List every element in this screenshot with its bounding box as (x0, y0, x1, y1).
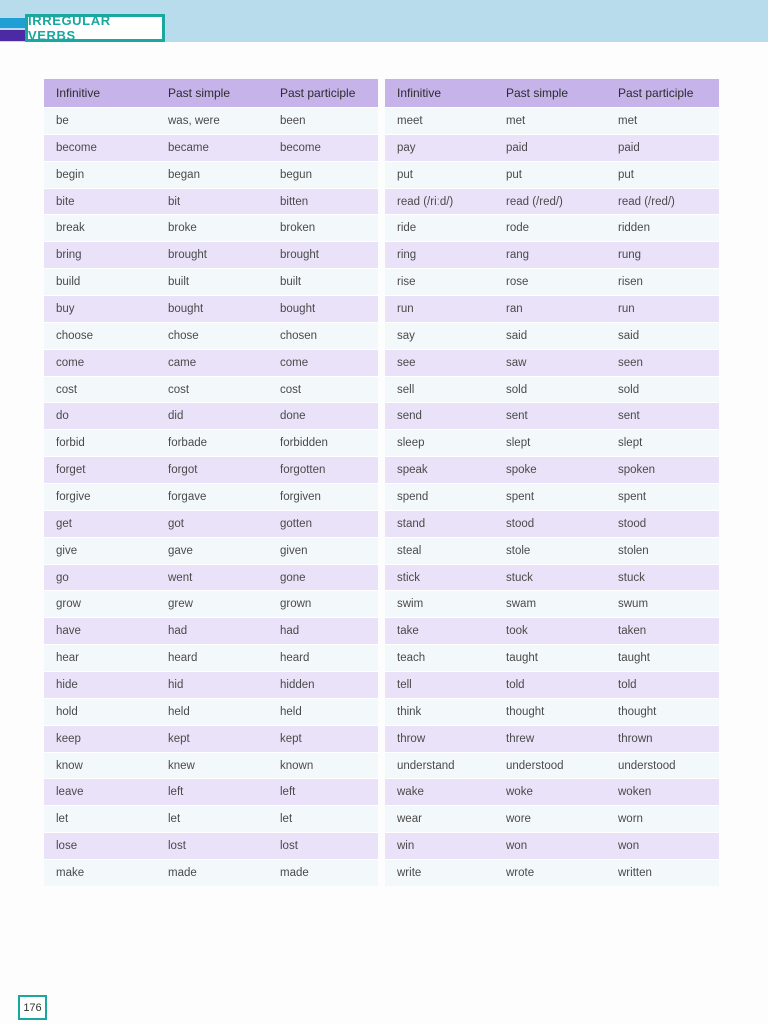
table-row (385, 645, 719, 672)
table-row (385, 188, 719, 215)
cell-past-participle: stuck (606, 564, 719, 591)
cell-infinitive: become (44, 134, 156, 161)
cell-infinitive: grow (44, 591, 156, 618)
cell-infinitive: come (44, 349, 156, 376)
cell-past-participle: paid (606, 134, 719, 161)
table-row (385, 403, 719, 430)
table-row (385, 860, 719, 886)
cell-past-simple: chose (156, 322, 268, 349)
cell-past-participle: spoken (606, 457, 719, 484)
table-header-row (44, 79, 378, 108)
cell-infinitive: begin (44, 161, 156, 188)
cell-past-simple: woke (494, 779, 606, 806)
cell-past-simple: heard (156, 645, 268, 672)
table-row (44, 457, 378, 484)
table-row (44, 806, 378, 833)
cell-past-participle: rung (606, 242, 719, 269)
table-row (385, 833, 719, 860)
cell-past-participle: understood (606, 752, 719, 779)
cell-infinitive: wear (385, 806, 494, 833)
cell-past-participle: done (268, 403, 378, 430)
cell-past-simple: let (156, 806, 268, 833)
cell-past-simple: forbade (156, 430, 268, 457)
cell-past-simple: bit (156, 188, 268, 215)
cell-past-simple: wore (494, 806, 606, 833)
cell-infinitive: cost (44, 376, 156, 403)
cell-past-simple: forgot (156, 457, 268, 484)
cell-infinitive: get (44, 510, 156, 537)
cell-past-participle: bitten (268, 188, 378, 215)
table-row (44, 564, 378, 591)
cell-past-simple: met (494, 108, 606, 135)
cell-past-simple: said (494, 322, 606, 349)
cell-past-simple: took (494, 618, 606, 645)
cell-past-participle: sold (606, 376, 719, 403)
cell-infinitive: stick (385, 564, 494, 591)
cell-past-participle: bought (268, 296, 378, 323)
cell-past-participle: thought (606, 698, 719, 725)
page-number-text: 176 (23, 1001, 42, 1014)
column-header-infinitive: Infinitive (385, 79, 494, 108)
cell-past-simple: began (156, 161, 268, 188)
cell-past-participle: kept (268, 725, 378, 752)
cell-infinitive: sleep (385, 430, 494, 457)
cell-infinitive: make (44, 860, 156, 886)
table-row (44, 725, 378, 752)
table-row (385, 564, 719, 591)
cell-past-participle: heard (268, 645, 378, 672)
cell-past-simple: made (156, 860, 268, 886)
table-row (44, 645, 378, 672)
table-row (44, 672, 378, 699)
cell-infinitive: lose (44, 833, 156, 860)
cell-infinitive: take (385, 618, 494, 645)
cell-past-simple: left (156, 779, 268, 806)
cell-past-simple: thought (494, 698, 606, 725)
cell-past-participle: thrown (606, 725, 719, 752)
cell-past-simple: cost (156, 376, 268, 403)
cell-infinitive: hear (44, 645, 156, 672)
cell-infinitive: steal (385, 537, 494, 564)
table-header-row (385, 79, 719, 108)
table-row (385, 457, 719, 484)
table-row (385, 430, 719, 457)
table-row (385, 698, 719, 725)
cell-past-simple: had (156, 618, 268, 645)
table-row (44, 537, 378, 564)
cell-infinitive: choose (44, 322, 156, 349)
cell-infinitive: let (44, 806, 156, 833)
cell-infinitive: leave (44, 779, 156, 806)
cell-past-simple: wrote (494, 860, 606, 886)
cell-past-simple: stole (494, 537, 606, 564)
cell-past-participle: had (268, 618, 378, 645)
cell-past-participle: worn (606, 806, 719, 833)
cell-past-simple: got (156, 510, 268, 537)
cell-past-participle: chosen (268, 322, 378, 349)
table-row (44, 349, 378, 376)
cell-infinitive: build (44, 269, 156, 296)
cell-past-participle: given (268, 537, 378, 564)
cell-infinitive: forgive (44, 484, 156, 511)
table-row (385, 752, 719, 779)
header-accent-blue (0, 18, 26, 28)
cell-past-simple: did (156, 403, 268, 430)
table-row (44, 376, 378, 403)
table-row (385, 806, 719, 833)
cell-past-simple: held (156, 698, 268, 725)
verb-table-right (385, 79, 719, 886)
cell-infinitive: do (44, 403, 156, 430)
table-row (385, 215, 719, 242)
cell-infinitive: think (385, 698, 494, 725)
cell-past-simple: kept (156, 725, 268, 752)
cell-infinitive: read (/riːd/) (385, 188, 494, 215)
cell-past-participle: taught (606, 645, 719, 672)
cell-infinitive: know (44, 752, 156, 779)
table-row (44, 698, 378, 725)
cell-past-participle: swum (606, 591, 719, 618)
cell-past-simple: grew (156, 591, 268, 618)
cell-infinitive: wake (385, 779, 494, 806)
cell-infinitive: forget (44, 457, 156, 484)
page-number (18, 995, 47, 1020)
cell-past-participle: put (606, 161, 719, 188)
table-row (44, 484, 378, 511)
table-row (385, 591, 719, 618)
cell-past-simple: became (156, 134, 268, 161)
cell-infinitive: speak (385, 457, 494, 484)
cell-past-participle: known (268, 752, 378, 779)
cell-past-participle: spent (606, 484, 719, 511)
table-row (44, 833, 378, 860)
cell-infinitive: understand (385, 752, 494, 779)
cell-past-simple: swam (494, 591, 606, 618)
table-row (385, 349, 719, 376)
table-row (385, 779, 719, 806)
cell-past-participle: forgiven (268, 484, 378, 511)
cell-infinitive: pay (385, 134, 494, 161)
cell-past-participle: run (606, 296, 719, 323)
cell-infinitive: say (385, 322, 494, 349)
cell-infinitive: break (44, 215, 156, 242)
table-row (385, 510, 719, 537)
cell-past-simple: ran (494, 296, 606, 323)
verb-table-right-body (385, 108, 719, 886)
cell-past-simple: spent (494, 484, 606, 511)
cell-past-participle: lost (268, 833, 378, 860)
cell-past-simple: stuck (494, 564, 606, 591)
table-row (385, 161, 719, 188)
cell-past-participle: been (268, 108, 378, 135)
cell-infinitive: forbid (44, 430, 156, 457)
column-header-past-simple: Past simple (494, 79, 606, 108)
cell-past-simple: read (/red/) (494, 188, 606, 215)
cell-past-simple: told (494, 672, 606, 699)
table-row (385, 108, 719, 135)
table-row (44, 215, 378, 242)
cell-past-participle: forbidden (268, 430, 378, 457)
cell-past-simple: brought (156, 242, 268, 269)
cell-past-simple: sold (494, 376, 606, 403)
cell-infinitive: stand (385, 510, 494, 537)
cell-infinitive: meet (385, 108, 494, 135)
cell-infinitive: have (44, 618, 156, 645)
table-row (44, 591, 378, 618)
table-row (44, 134, 378, 161)
table-row (385, 618, 719, 645)
cell-past-participle: let (268, 806, 378, 833)
table-row (44, 188, 378, 215)
cell-infinitive: hold (44, 698, 156, 725)
cell-infinitive: ride (385, 215, 494, 242)
cell-past-simple: hid (156, 672, 268, 699)
cell-past-simple: slept (494, 430, 606, 457)
table-row (385, 537, 719, 564)
column-header-past-simple: Past simple (156, 79, 268, 108)
table-row (385, 269, 719, 296)
cell-past-participle: gotten (268, 510, 378, 537)
table-row (385, 242, 719, 269)
cell-past-participle: left (268, 779, 378, 806)
cell-infinitive: tell (385, 672, 494, 699)
cell-infinitive: go (44, 564, 156, 591)
cell-past-simple: stood (494, 510, 606, 537)
cell-infinitive: sell (385, 376, 494, 403)
cell-past-simple: sent (494, 403, 606, 430)
cell-past-participle: begun (268, 161, 378, 188)
cell-past-participle: taken (606, 618, 719, 645)
cell-infinitive: buy (44, 296, 156, 323)
table-row (44, 403, 378, 430)
cell-past-simple: paid (494, 134, 606, 161)
cell-past-participle: won (606, 833, 719, 860)
table-row (44, 296, 378, 323)
cell-infinitive: keep (44, 725, 156, 752)
cell-infinitive: throw (385, 725, 494, 752)
cell-past-participle: slept (606, 430, 719, 457)
table-row (44, 242, 378, 269)
verb-table-left (44, 79, 378, 886)
cell-past-simple: rode (494, 215, 606, 242)
cell-past-simple: won (494, 833, 606, 860)
cell-infinitive: send (385, 403, 494, 430)
cell-past-simple: rose (494, 269, 606, 296)
column-header-past-participle: Past participle (268, 79, 378, 108)
column-header-past-participle: Past participle (606, 79, 719, 108)
cell-infinitive: swim (385, 591, 494, 618)
table-row (385, 134, 719, 161)
cell-infinitive: rise (385, 269, 494, 296)
table-row (44, 269, 378, 296)
cell-past-participle: held (268, 698, 378, 725)
cell-past-simple: threw (494, 725, 606, 752)
table-row (44, 618, 378, 645)
cell-past-participle: stolen (606, 537, 719, 564)
cell-past-participle: grown (268, 591, 378, 618)
cell-past-simple: saw (494, 349, 606, 376)
cell-past-simple: went (156, 564, 268, 591)
section-title-box (25, 14, 165, 42)
cell-past-simple: taught (494, 645, 606, 672)
cell-infinitive: put (385, 161, 494, 188)
cell-infinitive: ring (385, 242, 494, 269)
table-row (385, 672, 719, 699)
page-title: IRREGULAR VERBS (28, 13, 111, 43)
cell-infinitive: bring (44, 242, 156, 269)
cell-past-participle: stood (606, 510, 719, 537)
cell-past-participle: sent (606, 403, 719, 430)
table-row (385, 484, 719, 511)
table-row (44, 161, 378, 188)
cell-past-participle: risen (606, 269, 719, 296)
cell-past-participle: seen (606, 349, 719, 376)
cell-past-participle: met (606, 108, 719, 135)
column-header-infinitive: Infinitive (44, 79, 156, 108)
cell-past-simple: knew (156, 752, 268, 779)
cell-past-simple: put (494, 161, 606, 188)
cell-past-participle: cost (268, 376, 378, 403)
cell-past-simple: broke (156, 215, 268, 242)
table-row (44, 108, 378, 135)
table-row (385, 376, 719, 403)
cell-past-participle: woken (606, 779, 719, 806)
cell-infinitive: hide (44, 672, 156, 699)
cell-past-participle: gone (268, 564, 378, 591)
cell-past-participle: made (268, 860, 378, 886)
cell-past-simple: forgave (156, 484, 268, 511)
cell-infinitive: write (385, 860, 494, 886)
cell-past-simple: bought (156, 296, 268, 323)
cell-infinitive: see (385, 349, 494, 376)
cell-infinitive: run (385, 296, 494, 323)
cell-past-participle: hidden (268, 672, 378, 699)
table-row (385, 322, 719, 349)
cell-past-participle: come (268, 349, 378, 376)
cell-infinitive: spend (385, 484, 494, 511)
header-accent-purple (0, 30, 26, 41)
verb-table-left-body (44, 108, 378, 886)
table-row (44, 510, 378, 537)
cell-past-participle: written (606, 860, 719, 886)
cell-past-simple: rang (494, 242, 606, 269)
cell-past-participle: ridden (606, 215, 719, 242)
cell-infinitive: be (44, 108, 156, 135)
table-row (385, 296, 719, 323)
table-row (44, 779, 378, 806)
cell-past-simple: understood (494, 752, 606, 779)
cell-infinitive: win (385, 833, 494, 860)
cell-past-participle: forgotten (268, 457, 378, 484)
table-row (44, 322, 378, 349)
cell-past-simple: built (156, 269, 268, 296)
cell-past-participle: brought (268, 242, 378, 269)
cell-infinitive: give (44, 537, 156, 564)
cell-past-simple: gave (156, 537, 268, 564)
cell-past-participle: said (606, 322, 719, 349)
table-row (44, 752, 378, 779)
cell-infinitive: teach (385, 645, 494, 672)
cell-past-participle: read (/red/) (606, 188, 719, 215)
cell-past-simple: spoke (494, 457, 606, 484)
table-row (44, 860, 378, 886)
cell-past-participle: become (268, 134, 378, 161)
cell-past-simple: was, were (156, 108, 268, 135)
cell-past-participle: told (606, 672, 719, 699)
cell-past-simple: came (156, 349, 268, 376)
table-row (385, 725, 719, 752)
table-row (44, 430, 378, 457)
cell-past-participle: broken (268, 215, 378, 242)
cell-past-simple: lost (156, 833, 268, 860)
cell-infinitive: bite (44, 188, 156, 215)
cell-past-participle: built (268, 269, 378, 296)
